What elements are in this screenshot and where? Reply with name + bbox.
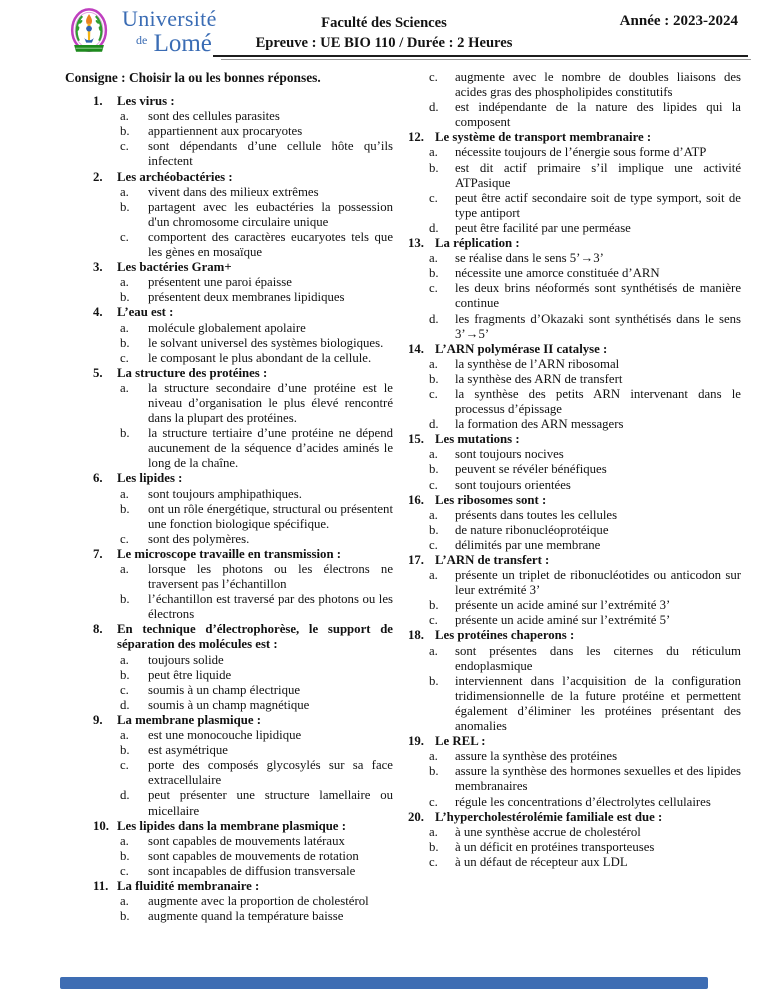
answer-option (407, 825, 741, 840)
question-title: L’hypercholestérolémie familiale est due : (435, 809, 663, 824)
university-logo-emblem (63, 6, 117, 58)
consigne: Consigne : Choisir la ou les bonnes réponses. (65, 70, 321, 85)
option-text: ont un rôle énergétique, structural ou présentent une fonction biologique spécifique. (148, 501, 393, 531)
question-title: L’eau est : (117, 305, 174, 320)
answer-option (65, 487, 393, 502)
question-number: 4. (93, 305, 103, 320)
option-letter: c. (120, 229, 129, 244)
answer-option (407, 674, 741, 734)
question-title: La structure des protéines : (117, 365, 268, 380)
answer-option (407, 161, 741, 191)
question-number: 9. (93, 712, 103, 727)
option-letter: a. (429, 145, 438, 160)
question-title: L’ARN de transfert : (435, 553, 550, 567)
option-letter: d. (120, 697, 130, 712)
question-title: Le REL : (435, 734, 486, 749)
option-text: est une monocouche lipidique (148, 728, 302, 743)
option-letter: a. (120, 652, 129, 667)
option-text: sont capables de mouvements de rotation (148, 848, 359, 863)
answer-option (407, 568, 741, 598)
question-number: 14. (408, 341, 424, 356)
option-letter: b. (429, 764, 439, 779)
answer-option (65, 562, 393, 592)
question-heading (407, 432, 741, 447)
option-letter: b. (120, 909, 130, 924)
option-text: de nature ribonucléoprotéique (455, 522, 609, 537)
question-number: 1. (93, 94, 103, 109)
option-text: présentent une paroi épaisse (148, 275, 292, 290)
question-heading (65, 713, 393, 728)
question-title: Les virus : (117, 94, 175, 109)
option-text: les deux brins néoformés sont synthétisés de manière continue (455, 281, 741, 311)
question-title: La membrane plasmique : (117, 712, 261, 727)
option-text: porte des composés glycosylés sur sa face extracellulaire (148, 758, 393, 788)
question-number: 11. (93, 878, 109, 893)
question-title: Les protéines chaperons : (435, 628, 575, 643)
answer-option (65, 653, 393, 668)
option-text: le solvant universel des systèmes biologiques. (148, 335, 384, 350)
option-text: sont capables de mouvements latéraux (148, 833, 345, 848)
option-text: vivent dans des milieux extrêmes (148, 184, 319, 199)
answer-option (65, 728, 393, 743)
answer-option (407, 251, 741, 266)
option-letter: c. (429, 386, 438, 401)
option-text: se réalise dans le sens 5’→3’ (455, 251, 604, 266)
question-title: Le microscope travaille en transmission : (117, 546, 342, 561)
option-letter: b. (120, 743, 130, 758)
logo-text-de-lome: $^{de}$ Lomé (136, 30, 212, 57)
answer-option (65, 758, 393, 788)
answer-option (65, 321, 393, 336)
option-letter: a. (120, 894, 129, 909)
answer-option (407, 70, 741, 100)
option-letter: a. (120, 562, 129, 576)
answer-option (407, 462, 741, 477)
option-letter: a. (120, 728, 129, 743)
left-column (65, 70, 393, 924)
option-text: la structure secondaire d’une protéine est le niveau d’organisation le plus élevé rencontré dans la plupart des protéines. (148, 380, 393, 426)
answer-option (407, 266, 741, 281)
answer-option (407, 478, 741, 493)
option-text: interviennent dans l’acquisition de la configuration tridimensionnelle de la future protéine et permettent également d’éliminer les protéines présentant des anomalies (455, 673, 741, 734)
answer-option (65, 290, 393, 305)
option-text: la formation des ARN messagers (455, 417, 624, 432)
option-letter: b. (120, 592, 130, 607)
option-letter: c. (429, 537, 438, 552)
option-text: nécessite une amorce constituée d’ARN (455, 266, 660, 281)
academic-year: Année : 2023-2024 (619, 13, 738, 29)
answer-option (65, 200, 393, 230)
answer-option (407, 840, 741, 855)
option-letter: b. (429, 160, 439, 175)
option-letter: c. (120, 531, 129, 546)
answer-option (407, 749, 741, 764)
question-title: Le système de transport membranaire : (435, 130, 652, 145)
option-text: partagent avec les eubactéries la possession d'un chromosome circulaire unique (148, 199, 393, 229)
right-column (407, 70, 741, 870)
question-heading (407, 342, 741, 357)
question-number: 20. (408, 809, 424, 824)
option-text: la synthèse de l’ARN ribosomal (455, 356, 620, 371)
answer-option (407, 644, 741, 674)
question-heading (65, 260, 393, 275)
option-text: appartiennent aux procaryotes (148, 124, 303, 139)
question-title: Les bactéries Gram+ (117, 260, 232, 275)
question-heading (407, 553, 741, 568)
footer-bar (60, 977, 708, 989)
answer-option (65, 743, 393, 758)
option-text: comportent des caractères eucaryotes tels que les gènes en mosaïque (148, 229, 393, 260)
exam-title: Epreuve : UE BIO 110 / Durée : 2 Heures (255, 35, 513, 51)
option-letter: d. (429, 100, 439, 115)
option-text: les fragments d’Okazaki sont synthétisés dans le sens 3’→5’ (455, 311, 741, 341)
option-text: augmente quand la température baisse (148, 909, 344, 924)
option-text: sont des polymères. (148, 531, 250, 546)
answer-option (65, 230, 393, 260)
option-letter: b. (120, 848, 130, 863)
option-text: sont toujours orientées (455, 477, 571, 492)
option-letter: c. (429, 854, 438, 869)
option-letter: c. (429, 477, 438, 492)
question-number: 5. (93, 365, 103, 380)
option-text: augmente avec la proportion de cholestérol (148, 894, 369, 909)
option-letter: b. (120, 124, 130, 139)
option-letter: d. (120, 788, 130, 803)
answer-option (65, 909, 393, 924)
question-heading (65, 366, 393, 381)
option-letter: b. (429, 673, 439, 688)
question-number: 19. (408, 734, 424, 749)
option-letter: a. (429, 643, 438, 658)
answer-option (407, 100, 741, 130)
question-number: 16. (408, 492, 424, 507)
option-letter: c. (120, 139, 129, 154)
question-title: La fluidité membranaire : (117, 878, 260, 893)
question-heading (65, 305, 393, 320)
answer-option (65, 124, 393, 139)
answer-option (407, 417, 741, 432)
option-text: peuvent se révéler bénéfiques (455, 462, 607, 477)
option-letter: c. (120, 863, 129, 878)
option-text: peut présenter une structure lamellaire ou micellaire (148, 788, 393, 818)
logo-text-universite: Université (122, 6, 217, 31)
answer-option (407, 764, 741, 794)
option-letter: d. (429, 220, 439, 235)
answer-option (407, 795, 741, 810)
answer-option (65, 698, 393, 713)
answer-option (65, 894, 393, 909)
question-title: Les archéobactéries : (117, 169, 233, 184)
option-text: peut être actif secondaire soit de type symport, soit de type antiport (455, 190, 741, 220)
university-logo-text (122, 8, 217, 56)
answer-option (407, 372, 741, 387)
option-letter: a. (429, 749, 438, 764)
option-letter: b. (120, 667, 130, 682)
option-text: à une synthèse accrue de cholestérol (455, 824, 641, 839)
question-heading (65, 819, 393, 834)
option-letter: b. (120, 335, 130, 350)
option-letter: b. (120, 501, 130, 516)
option-text: est indépendante de la nature des lipides qui la composent (455, 100, 741, 130)
option-letter: c. (120, 758, 129, 773)
option-letter: a. (120, 109, 129, 124)
option-text: peut être facilité par une perméase (455, 220, 631, 235)
question-heading (65, 94, 393, 109)
answer-option (65, 592, 393, 622)
answer-option (407, 191, 741, 221)
option-text: sont des cellules parasites (148, 109, 280, 124)
question-title: La réplication : (435, 236, 520, 251)
answer-option (65, 275, 393, 290)
option-text: à un défaut de récepteur aux LDL (455, 854, 628, 869)
answer-option (65, 109, 393, 124)
option-text: peut être liquide (148, 667, 232, 682)
answer-option (407, 508, 741, 523)
option-text: présente un triplet de ribonucléotides ou anticodon sur leur extrémité 3’ (455, 568, 741, 598)
option-letter: a. (429, 824, 438, 839)
question-number: 12. (408, 130, 424, 145)
answer-option (65, 864, 393, 879)
option-letter: c. (429, 794, 438, 809)
option-letter: d. (429, 311, 439, 326)
question-number: 6. (93, 471, 103, 486)
option-text: l’échantillon est traversé par des photons ou les électrons (148, 592, 393, 622)
option-letter: a. (429, 447, 438, 462)
question-heading (407, 493, 741, 508)
option-letter: a. (120, 486, 129, 501)
question-heading (407, 810, 741, 825)
option-text: nécessite toujours de l’énergie sous forme d’ATP (455, 145, 707, 160)
question-number: 7. (93, 546, 103, 561)
question-number: 8. (93, 622, 103, 637)
question-number: 10. (93, 818, 109, 833)
option-letter: b. (429, 522, 439, 537)
option-letter: a. (429, 568, 438, 583)
option-text: toujours solide (148, 652, 224, 667)
option-text: soumis à un champ électrique (148, 682, 301, 697)
option-text: molécule globalement apolaire (148, 320, 306, 335)
answer-option (65, 381, 393, 426)
option-text: sont toujours amphipathiques. (148, 486, 302, 501)
question-heading (65, 879, 393, 894)
option-text: présentent deux membranes lipidiques (148, 290, 345, 305)
question-heading (65, 471, 393, 486)
option-text: soumis à un champ magnétique (148, 697, 310, 712)
option-letter: b. (429, 598, 439, 613)
option-letter: a. (120, 380, 129, 395)
answer-option (407, 221, 741, 236)
option-text: la synthèse des ARN de transfert (455, 371, 623, 386)
option-letter: c. (429, 613, 438, 628)
option-letter: b. (429, 462, 439, 477)
option-letter: a. (120, 833, 129, 848)
option-letter: a. (120, 275, 129, 290)
answer-option (65, 351, 393, 366)
option-text: lorsque les photons ou les électrons ne traversent pas l’échantillon (148, 562, 393, 592)
question-title: Les ribosomes sont : (435, 492, 547, 507)
option-letter: c. (429, 190, 438, 205)
option-letter: b. (120, 290, 130, 305)
header-rule (213, 55, 748, 57)
option-letter: a. (429, 507, 438, 522)
option-text: à un déficit en protéines transporteuses (455, 839, 655, 854)
question-number: 18. (408, 628, 424, 643)
question-title: Les mutations : (435, 432, 520, 447)
question-number: 15. (408, 432, 424, 447)
answer-option (65, 668, 393, 683)
answer-option (65, 834, 393, 849)
answer-option (407, 447, 741, 462)
option-letter: b. (429, 266, 439, 281)
answer-option (65, 849, 393, 864)
question-heading (65, 170, 393, 185)
answer-option (407, 855, 741, 870)
option-text: est asymétrique (148, 743, 228, 758)
option-text: assure la synthèse des hormones sexuelles et des lipides membranaires (455, 764, 741, 794)
option-text: assure la synthèse des protéines (455, 749, 618, 764)
university-logo (63, 6, 217, 58)
option-text: délimités par une membrane (455, 537, 601, 552)
answer-option (407, 598, 741, 613)
option-text: présente un acide aminé sur l’extrémité 5’ (455, 613, 671, 628)
option-letter: c. (120, 682, 129, 697)
question-number: 17. (408, 553, 424, 567)
option-text: présente un acide aminé sur l’extrémité 3’ (455, 598, 671, 613)
question-heading (407, 734, 741, 749)
option-letter: b. (429, 839, 439, 854)
option-letter: c. (429, 281, 438, 296)
left-question-list (65, 94, 393, 924)
option-letter: a. (429, 356, 438, 371)
option-letter: c. (429, 70, 438, 84)
option-letter: a. (120, 320, 129, 335)
answer-option (65, 185, 393, 200)
question-number: 13. (408, 236, 424, 251)
question-title: Les lipides dans la membrane plasmique : (117, 818, 346, 833)
option-letter: a. (429, 251, 438, 266)
option-text: sont présentes dans les citernes du réticulum endoplasmique (455, 643, 741, 673)
option-text: sont toujours nocives (455, 447, 564, 462)
answer-option (65, 426, 393, 471)
faculty-title: Faculté des Sciences (321, 15, 447, 31)
option-letter: b. (120, 426, 130, 441)
question-title: Les lipides : (117, 471, 183, 486)
option-text: sont dépendants d’une cellule hôte qu’ils infectent (148, 139, 393, 169)
question-number: 2. (93, 169, 103, 184)
option-letter: d. (429, 417, 439, 432)
answer-option (65, 336, 393, 351)
answer-option (407, 357, 741, 372)
option-text: régule les concentrations d’électrolytes cellulaires (455, 794, 711, 809)
answer-option (65, 788, 393, 818)
question-number: 3. (93, 260, 103, 275)
answer-option (407, 387, 741, 417)
answer-option (407, 613, 741, 628)
answer-option (407, 281, 741, 311)
question-heading (407, 236, 741, 251)
question-heading (65, 547, 393, 562)
answer-option (407, 145, 741, 160)
option-text: la structure tertiaire d’une protéine ne dépend aucunement de la séquence d’acides aminés le long de la chaîne. (148, 426, 393, 471)
option-text: le composant le plus abondant de la cellule. (148, 350, 372, 365)
answer-option (407, 523, 741, 538)
option-letter: b. (429, 371, 439, 386)
question-title: L’ARN polymérase II catalyse : (435, 341, 608, 356)
question-heading (65, 622, 393, 652)
question-heading (407, 628, 741, 643)
option-letter: a. (120, 184, 129, 199)
option-text: augmente avec le nombre de doubles liaisons des acides gras des phospholipides constitutifs (455, 70, 741, 100)
option-text: présents dans toutes les cellules (455, 507, 618, 522)
right-question-list (407, 70, 741, 870)
answer-option (65, 139, 393, 169)
option-text: sont incapables de diffusion transversale (148, 863, 356, 878)
answer-option (65, 683, 393, 698)
option-letter: b. (120, 199, 130, 214)
answer-option (407, 312, 741, 342)
answer-option (65, 532, 393, 547)
option-letter: c. (120, 350, 129, 365)
question-title: En technique d’électrophorèse, le support de séparation des molécules est : (117, 622, 393, 652)
question-heading (407, 130, 741, 145)
answer-option (407, 538, 741, 553)
option-text: la synthèse des petits ARN intervenant dans le processus d’épissage (455, 386, 741, 417)
option-text: est dit actif primaire s’il implique une activité ATPasique (455, 160, 741, 190)
answer-option (65, 502, 393, 532)
